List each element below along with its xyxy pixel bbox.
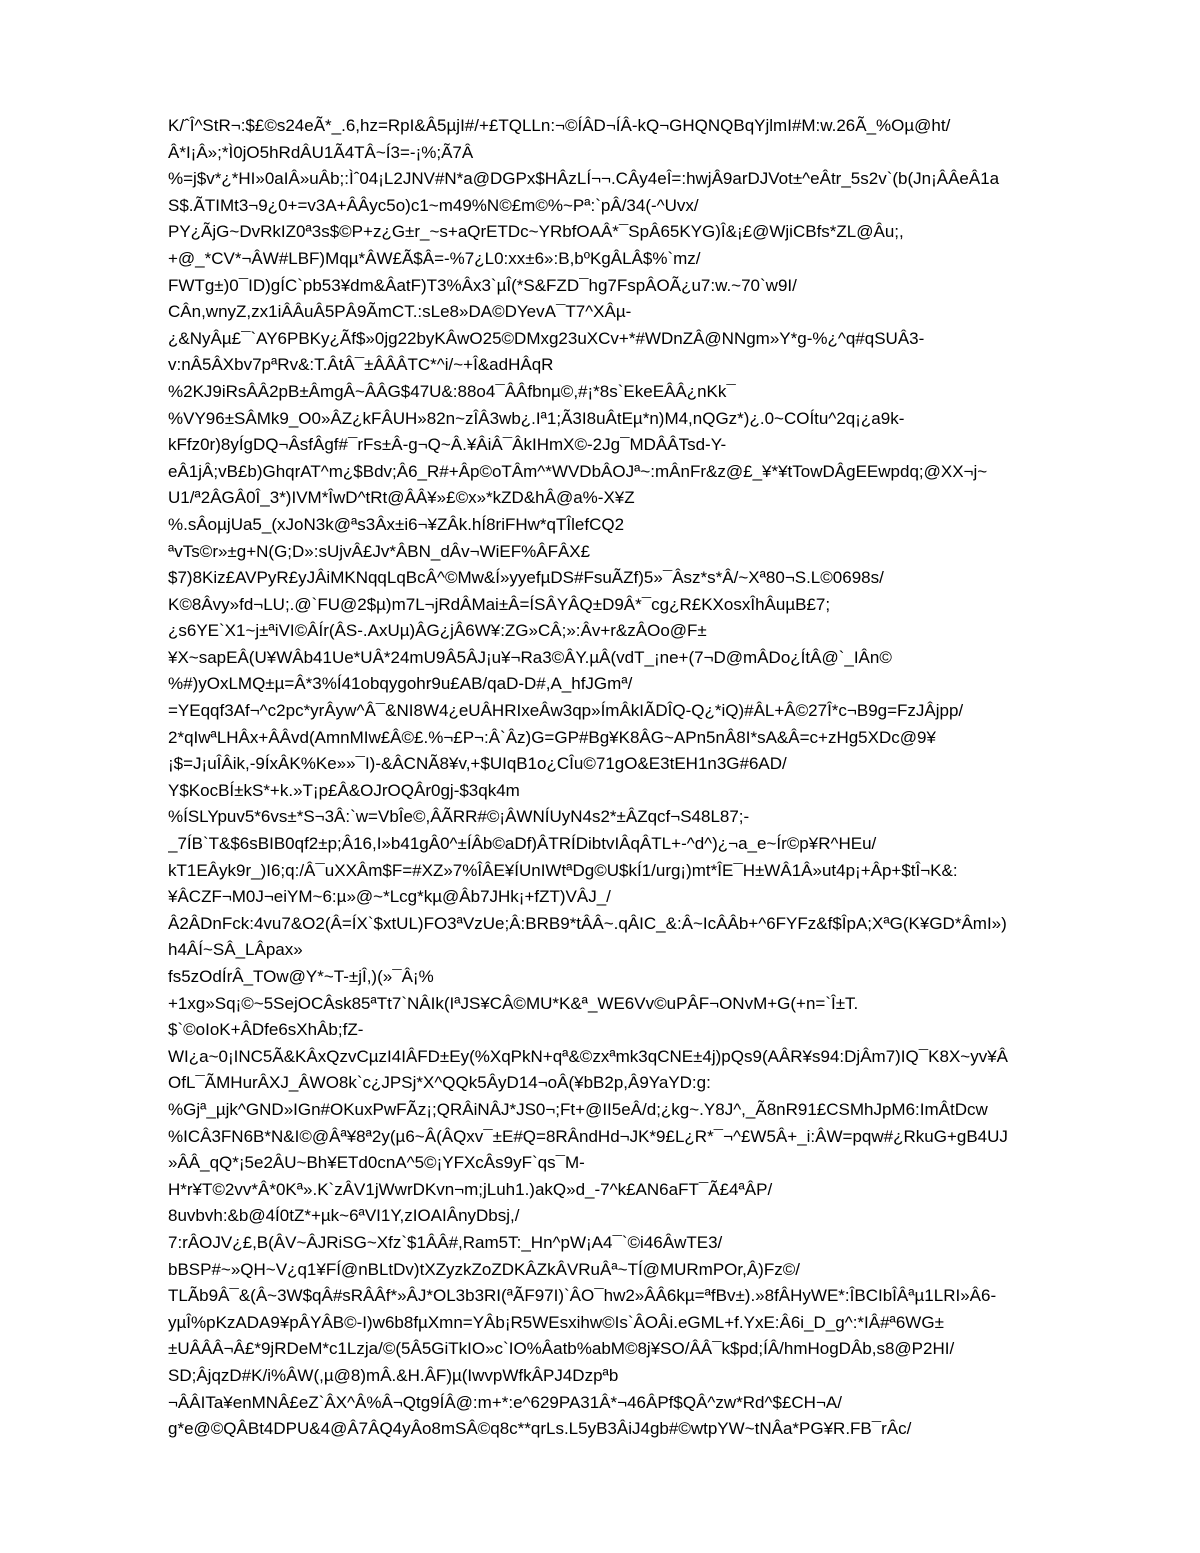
text-line: %VY96±SÂMk9_O0»ÂZ¿kFÂUH»82n~zÎÂ3wb¿.Iª1;Ã3I8uÂtEµ*n)M4,nQGz*)¿.0~COÍtu^2q¡¿a9k- (168, 408, 905, 428)
text-line: %.sÂoµjUa5_(xJoN3k@ªs3Âx±i6¬¥ZÂk.hÍ8riFHw*qTÎlefCQ2 (168, 514, 625, 534)
text-line: +@_*CV*¬ÂW#LBF)Mqµ*ÂW£Ã$Â=-%7¿L0:xx±6»:B,bºKgÂLÂ$%`mz/ (168, 248, 701, 268)
text-line: U1/ª2ÂGÂ0Î_3*)IVM*ÎwD^tRt@ÂÂ¥»£©x»*kZD&hÂ@a%-X¥Z (168, 488, 635, 508)
text-line: FWTg±)0¯ID)gÍC`pb53¥dm&ÂatF)T3%Âx3`µÎ(*S&FZD¯hg7FspÂOÃ¿u7:w.~70`w9I/ (168, 275, 797, 295)
text-line: v:nÂ5ÂXbv7pªRv&:T.ÂtÂ¯±ÂÂÂTC*^i/~+Î&adHÂqR (168, 355, 554, 375)
text-line: %=j$v*¿*HI»0aIÂ»uÂb;:Ìˆ04¡L2JNV#N*a@DGPx$HÂzLÍ¬¬.CÂy4eÎ=:hwjÂ9arDJVot±^eÂtr_5s2v`(b(Jn¡ÂÂeÂ1a (168, 169, 1000, 189)
text-line: ¡$=J¡uÎÂik,-9ÍxÂK%Ke»»¯I)-&ÂCNÃ8¥v,+$UIqB1o¿CÎu©71gO&E3tEH1n3G#6AD/ (168, 754, 787, 774)
text-line: CÂn,wnyZ,zx1iÂÂuÂ5PÂ9ÃmCT.:sLe8»DA©DYevA¯T7^XÂµ- (168, 302, 632, 322)
text-line: 8uvbvh:&b@4Í0tZ*+µk~6ªVI1Y,zIOAIÂnyDbsj,/ (168, 1206, 520, 1226)
text-line: ±UÂÂÂ¬Â£*9jRDeM*c1Lzja/©(5Â5GiTkIO»c`IO%Âatb%abM©8j¥SO/ÂÂ¯k$pd;ÍÂ/hmHogDÂb,s8@P2HI/ (168, 1339, 955, 1359)
text-line: $7)8Kiz£AVPyR£yJÂiMKNqqLqBcÂ^©Mw&Í»yyefµDS#FsuÃZf)5»¯Âsz*s*Â/~Xª80¬S.L©0698s/ (168, 568, 884, 588)
text-line: %2KJ9iRsÂÂ2pB±ÂmgÂ~ÂÂG$47U&:88o4¯ÂÂfbnµ©,#¡*8s`EkeEÂÂ¿nKk¯ (168, 381, 736, 401)
text-line: 7:rÂOJV¿£,B(ÂV~ÂJRiSG~Xfz`$1ÂÂ#,Ram5T:_Hn^pW¡A4¯`©i46ÂwTE3/ (168, 1232, 723, 1252)
text-line: K/ˆÎ^StR¬:$£©s24eÃ*_.6,hz=RpI&Â5µjI#/+£TQLLn:¬©ÍÂD¬ÍÂ-kQ¬GHQNQBqYjlmI#M:w.26Ã_%Oµ@ht/ (168, 116, 951, 135)
text-line: yµÎ%pKzADA9¥pÂYÂB©-I)w6b8fµXmn=YÂb¡R5WEsxihw©Is`ÂOÂi.eGML+f.YxE:Â6i_D_g^:*IÂ#ª6WG± (168, 1312, 944, 1332)
text-line: WI¿a~0¡INC5Ã&KÂxQzvCµzI4IÂFD±Ey(%XqPkN+qª&©zxªmk3qCNE±4j)pQs9(AÂR¥s94:DjÂm7)IQ¯K8X~yv¥Â (168, 1046, 1008, 1066)
text-line: _7ÍB`T&$6sBIB0qf2±p;Â16,I»b41gÂ0^±ÍÂb©aDf)ÂTRÍDibtvIÂqÂTL+-^d^)¿¬a_e~Ír©p¥R^HEu/ (168, 834, 877, 854)
text-line: %Gjª_µjk^GND»IGn#OKuxPwFÃz¡;QRÂiNÂJ*JS0¬;Ft+@II5eÂ/d;¿kg~.Y8J^,_Ã8nR91£CSMhJpM6:ImÂtDcw (168, 1099, 988, 1119)
text-line: kT1EÂyk9r_)I6;q:/Â¯uXXÂm$F=#XZ»7%ÎÂE¥ÍUnIWtªDg©U$kÍ1/urg¡)mt*ÎE¯H±WÂ1Â»ut4p¡+Âp+$tÎ¬K&: (168, 860, 958, 880)
text-line: OfL¯ÃMHurÂXJ_ÂWO8k`c¿JPSj*X^QQk5ÂyD14¬oÂ(¥bB2p,Â9YaYD:g: (168, 1073, 711, 1093)
text-line: K©8Âvy»fd¬LU;.@`FU@2$µ)m7L¬jRdÂMai±Â=ÍSÂYÂQ±D9Â*¯cg¿R£KXosxÎhÂuµB£7; (168, 594, 831, 614)
text-line: bBSP#~»QH~V¿q1¥FÍ@nBLtDv)tXZyzkZoZDKÂZkÂVRuÂª~TÍ@MURmPOr,Â)Fz©/ (168, 1259, 800, 1279)
text-line: %ICÂ3FN6B*N&I©@Âª¥8ª2y(µ6~Â(ÂQxv¯±E#Q=8RÂndHd¬JK*9£L¿R*¯¬^£W5Â+_i:ÂW=pqw#¿RkuG+gB4UJ (168, 1126, 1008, 1146)
text-line: PY¿ÃjG~DvRkIZ0ª3s$©P+z¿G±r_~s+aQrETDc~YRbfOAÂ*¯SpÂ65KYG)Î&¡£@WjiCBfs*ZL@Âu;, (168, 222, 904, 242)
text-line: ¬ÂÂITa¥enMNÂ£eZ`ÂX^Â%Â¬Qtg9ÍÂ@:m+*:e^629PA31Â*¬46ÂPf$QÂ^zw*Rd^$£CH¬A/ (168, 1392, 842, 1412)
text-line: %ÍSLYpuv5*6vs±*S¬3Â:`w=VbÎe©,ÂÃRR#©¡ÂWNÍUyN4s2*±ÂZqcf¬S48L87;- (168, 807, 750, 827)
text-line: +1xg»Sq¡©~5SejOCÂsk85ªTt7`NÂIk(IªJS¥CÂ©MU*K&ª_WE6Vv©uPÂF¬ONvM+G(+n=`Î±T. (168, 993, 859, 1013)
text-line: kFfz0r)8yÍgDQ¬ÂsfÂgf#¯rFs±Â-g¬Q~Â.¥ÂiÂ¯ÂkIHmX©-2Jg¯MDÂÂTsd-Y- (168, 435, 727, 455)
document-body (168, 113, 1128, 1443)
text-line: ªvTs©r»±g+N(G;D»:sUjvÂ£Jv*ÂBN_dÂv¬WiEF%ÂFÂX£ (168, 541, 591, 561)
text-line: $`©oIoK+ÂDfe6sXhÂb;fZ- (168, 1020, 364, 1040)
text-line: fs5zOdÍrÂ_TOw@Y*~T-±jÎ,)(»¯Â¡% (168, 967, 434, 986)
text-line: Â2ÂDnFck:4vu7&O2(Â=ÍX`$xtUL)FO3ªVzUe;Â:BRB9*tÂÂ~.qÂIC_&:Â~IcÂÂb+^6FYFz&f$ÎpA;XªG(K¥GD*ÂmI») (168, 913, 1007, 933)
text-line: h4ÂÍ~SÂ_LÂpax» (168, 940, 303, 960)
text-line: H*r¥T©2vv*Â*0Kª».K`zÂV1jWwrDKvn¬m;jLuh1.)akQ»d_-7^k£AN6aFT¯Ã£4ªÂP/ (168, 1179, 773, 1199)
text-line: »ÂÂ_qQ*¡5e2ÂU~Bh¥ETd0cnA^5©¡YFXcÂs9yF`qs¯M- (168, 1153, 585, 1173)
text-line: S$.ÃTIMt3¬9¿0+=v3A+ÂÂyc5o)c1~m49%N©£m©%~Pª:`pÂ/34(-^Uvx/ (168, 195, 699, 215)
text-line: Y$KocBÍ±kS*+k.»T¡p£Â&OJrOQÂr0gj-$3qk4m (168, 780, 520, 800)
text-line: SD;ÂjqzD#K/i%ÂW(,µ@8)mÂ.&H.ÂF)µ(IwvpWfkÂPJ4Dzpªb (168, 1365, 619, 1385)
text-line: TLÃb9Â¯&(Â~3W$qÂ#sRÂÂf*»ÂJ*OL3b3RI(ªÃF97I)`ÂO¯hw2»ÂÂ6kµ=ªfBv±).»8fÂHyWE*:ÎBCIbÎÂªµ1LRI»Â6- (168, 1286, 997, 1306)
text-line: %#)yOxLMQ±µ=Â*3%Í41obqygohr9u£AB/qaD-D#,A_hfJGmª/ (168, 674, 633, 694)
text-line: ¿&NyÂµ£¯`AY6PBKy¿Ãf$»0jg22byKÂwO25©DMxg23uXCv+*#WDnZÂ@NNgm»Y*g-%¿^q#qSUÂ3- (168, 328, 925, 348)
text-line: 2*qIwªLHÂx+ÂÂvd(AmnMIw£Â©£.%¬£P¬:Â`Âz)G=GP#Bg¥K8ÂG~APn5nÂ8I*sA&Â=c+zHg5XDc@9¥ (168, 727, 936, 747)
text-line: =YEqqf3Af¬^c2pc*yrÂyw^Â¯&NI8W4¿eUÂHRIxeÂw3qp»ÍmÂkIÃDÎQ-Q¿*iQ)#ÂL+Â©27Î*c¬B9g=FzJÂjpp/ (168, 701, 964, 721)
text-line: eÂ1jÂ;vB£b)GhqrAT^m¿$Bdv;Â6_R#+Âp©oTÂm^*WVDbÂOJª~:mÂnFr&z@£_¥*¥tTowDÂgEEwpdq;@XX¬j~ (168, 461, 988, 481)
text-line: ¥X~sapEÂ(U¥WÂb41Ue*UÂ*24mU9Â5ÂJ¡u¥¬Ra3©ÂY.µÂ(vdT_¡ne+(7¬D@mÂDo¿ÍtÂ@`_IÂn© (168, 647, 892, 667)
text-line: ¥ÂCZF¬M0J¬eiYM~6:µ»@~*Lcg*kµ@Âb7JHk¡+fZT)VÂJ_/ (168, 887, 611, 907)
text-line: Â*I¡Â»;*Ì0jO5hRdÂU1Ã4TÂ~Í3=-¡%;Ã7Â (168, 142, 474, 162)
text-line: g*e@©QÂBt4DPU&4@Â7ÂQ4yÂo8mSÂ©q8c**qrLs.L5yB3ÂiJ4gb#©wtpYW~tNÂa*PG¥R.FB¯rÂc/ (168, 1419, 912, 1439)
text-line: ¿s6YE`X1~j±ªiVI©ÂÍr(ÂS-.AxUµ)ÂG¿jÂ6W¥:ZG»CÂ;»:Âv+r&zÂOo@F± (168, 621, 707, 641)
